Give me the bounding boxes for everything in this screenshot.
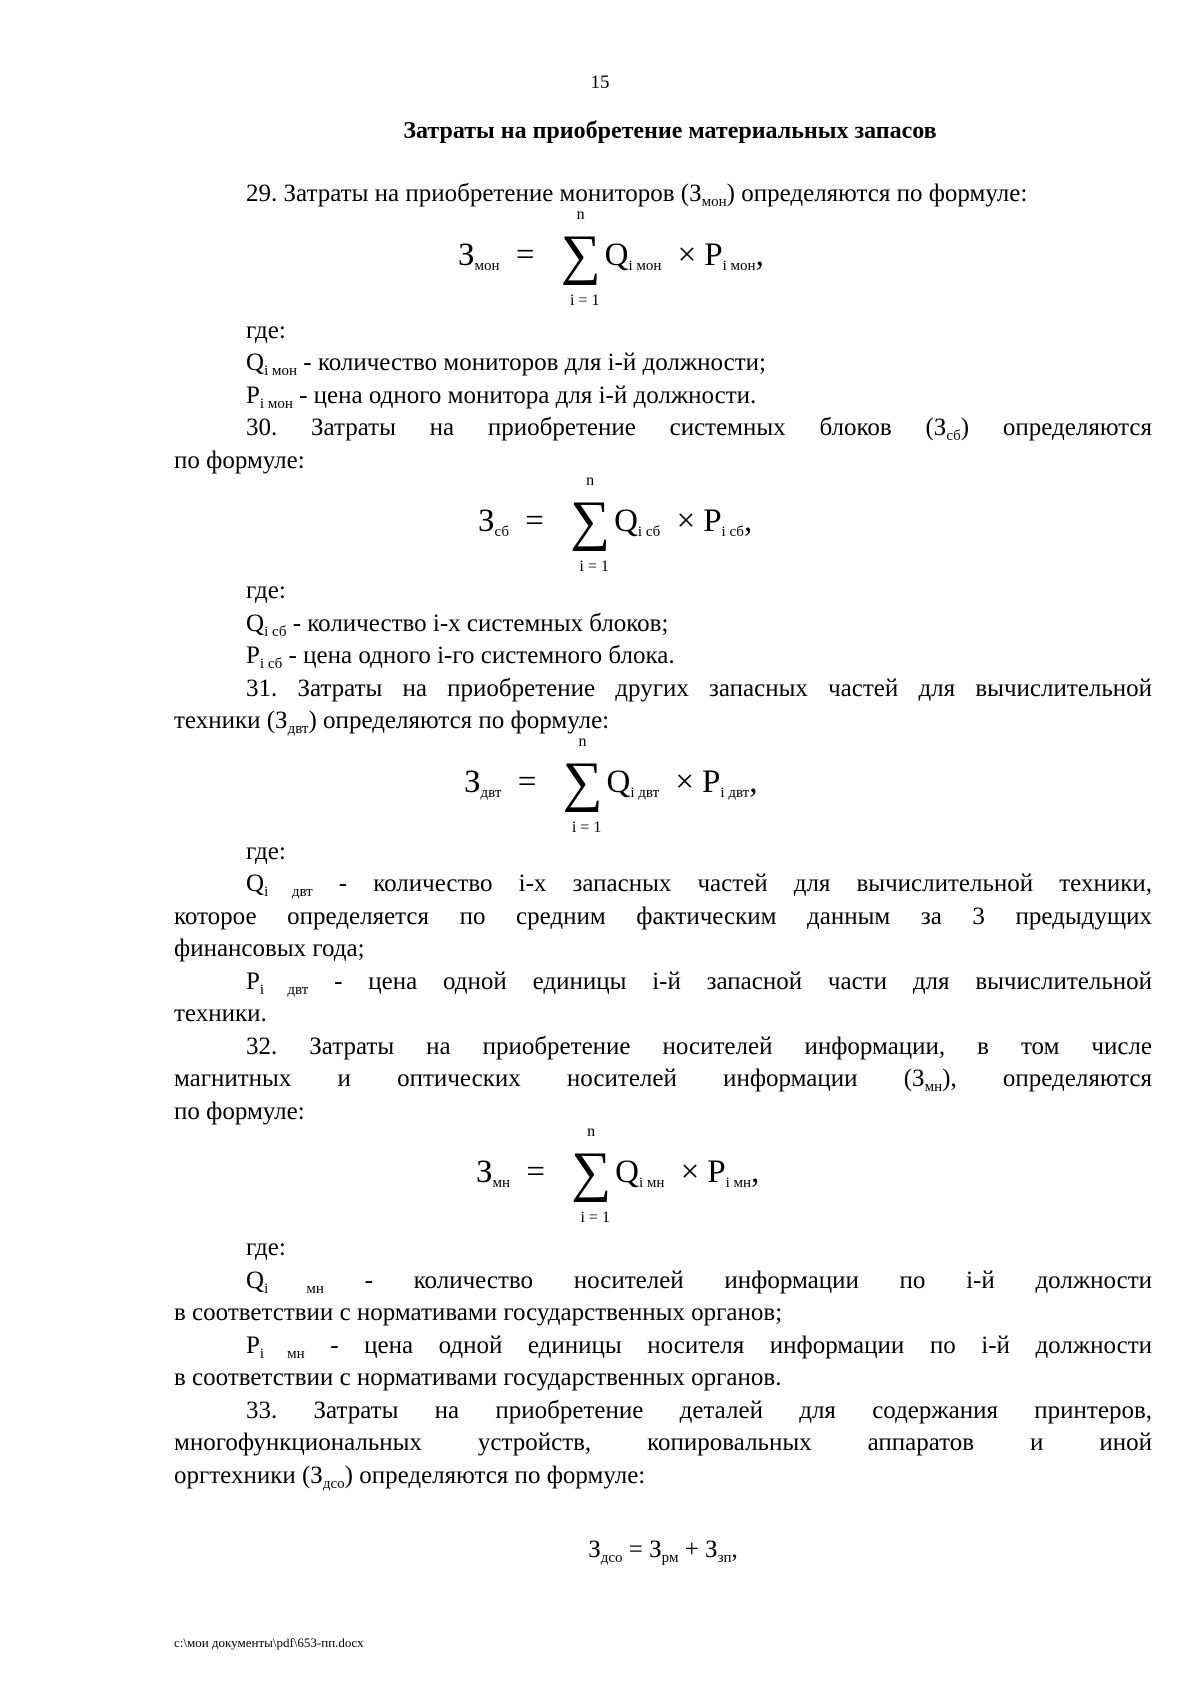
formula-29: $З_{мон}$ = ∑ n i = 1 $Q_{i мон} \times P_{i мон}$,	[458, 205, 764, 309]
where-label: где:	[246, 1234, 286, 1261]
section-heading: Затраты на приобретение материальных запасов	[403, 118, 937, 144]
paragraph-30: 30. Затраты на приобретение системных блоков $(З_{сб})$ определяются	[246, 414, 1152, 444]
paragraph-32-cont: по формуле:	[174, 1097, 305, 1125]
definition: $Q_{i мон}$ - количество мониторов для i-й должности;	[246, 349, 766, 379]
definition-cont: в соответствии с нормативами государственных органов;	[174, 1299, 783, 1326]
formula-33: $З_{дсо} = З_{рм} + З_{зп}$,	[588, 1536, 738, 1566]
paragraph-32: 32. Затраты на приобретение носителей информации, в том числе	[246, 1032, 1152, 1060]
formula-30: $З_{сб}$ = ∑ n i = 1 $Q_{i сб} \times P_{i сб}$,	[478, 472, 753, 575]
definition: $P_{i сб}$ - цена одного i-го системного блока.	[246, 642, 675, 672]
paragraph-33-cont: оргтехники $(З_{дсо})$ определяются по формуле:	[174, 1461, 646, 1492]
sum-sign: ∑ n i = 1	[562, 732, 603, 836]
formula-31: $З_{двт}$ = ∑ n i = 1 $Q_{i двт} \times P_{i двт}$,	[464, 732, 758, 836]
paragraph-33-cont: многофункциональных устройств, копировальных аппаратов и иной	[174, 1429, 1152, 1456]
paragraph-30-cont: по формуле:	[174, 446, 305, 474]
sum-sign: ∑ n i = 1	[571, 1123, 612, 1226]
definition: $Q_{i сб}$ - количество i-х системных блоков;	[246, 609, 669, 640]
paragraph-29: 29. Затраты на приобретение мониторов $(З_{мон})$ определяются по формуле:	[246, 180, 1028, 210]
definition: $P_{i мон}$ - цена одного монитора для i-й должности.	[246, 381, 757, 412]
paragraph-31: 31. Затраты на приобретение других запасных частей для вычислительной	[246, 674, 1152, 702]
definition-cont: в соответствии с нормативами государственных органов.	[174, 1364, 782, 1391]
sum-sign: ∑ n i = 1	[560, 205, 601, 309]
where-label: где:	[246, 577, 286, 604]
definition-cont: финансовых года;	[174, 935, 365, 962]
paragraph-32-cont: магнитных и оптических носителей информации $(З_{мн})$, определяются	[174, 1065, 1153, 1095]
paragraph-31-cont: техники $(З_{двт})$ определяются по формуле:	[174, 707, 610, 737]
document-body	[174, 178, 1152, 1580]
sum-sign: ∑ n i = 1	[570, 472, 611, 575]
definition-cont: которое определяется по средним фактическим данным за 3 предыдущих	[174, 902, 1152, 930]
paragraph-33: 33. Затраты на приобретение деталей для содержания принтеров,	[246, 1396, 1152, 1424]
page-number: 15	[590, 72, 610, 93]
file-path-footer: c:\мои документы\pdf\653-пп.docx	[174, 1635, 364, 1650]
where-label: где:	[246, 837, 286, 865]
where-label: где:	[246, 316, 286, 344]
definition: $Q_{i двт}$ - количество i-х запасных частей для вычислительной техники,	[246, 870, 1152, 900]
definition: $P_{i двт}$ - цена одной единицы i-й запасной части для вычислительной	[246, 967, 1152, 998]
definition: $Q_{i мн}$ - количество носителей информации по i-й должности	[246, 1266, 1152, 1297]
definition: $P_{i мн}$ - цена одной единицы носителя информации по i-й должности	[246, 1331, 1152, 1362]
definition-cont: техники.	[174, 1000, 267, 1027]
formula-32: $З_{мн}$ = ∑ n i = 1 $Q_{i мн} \times P_{i мн}$,	[476, 1123, 760, 1226]
